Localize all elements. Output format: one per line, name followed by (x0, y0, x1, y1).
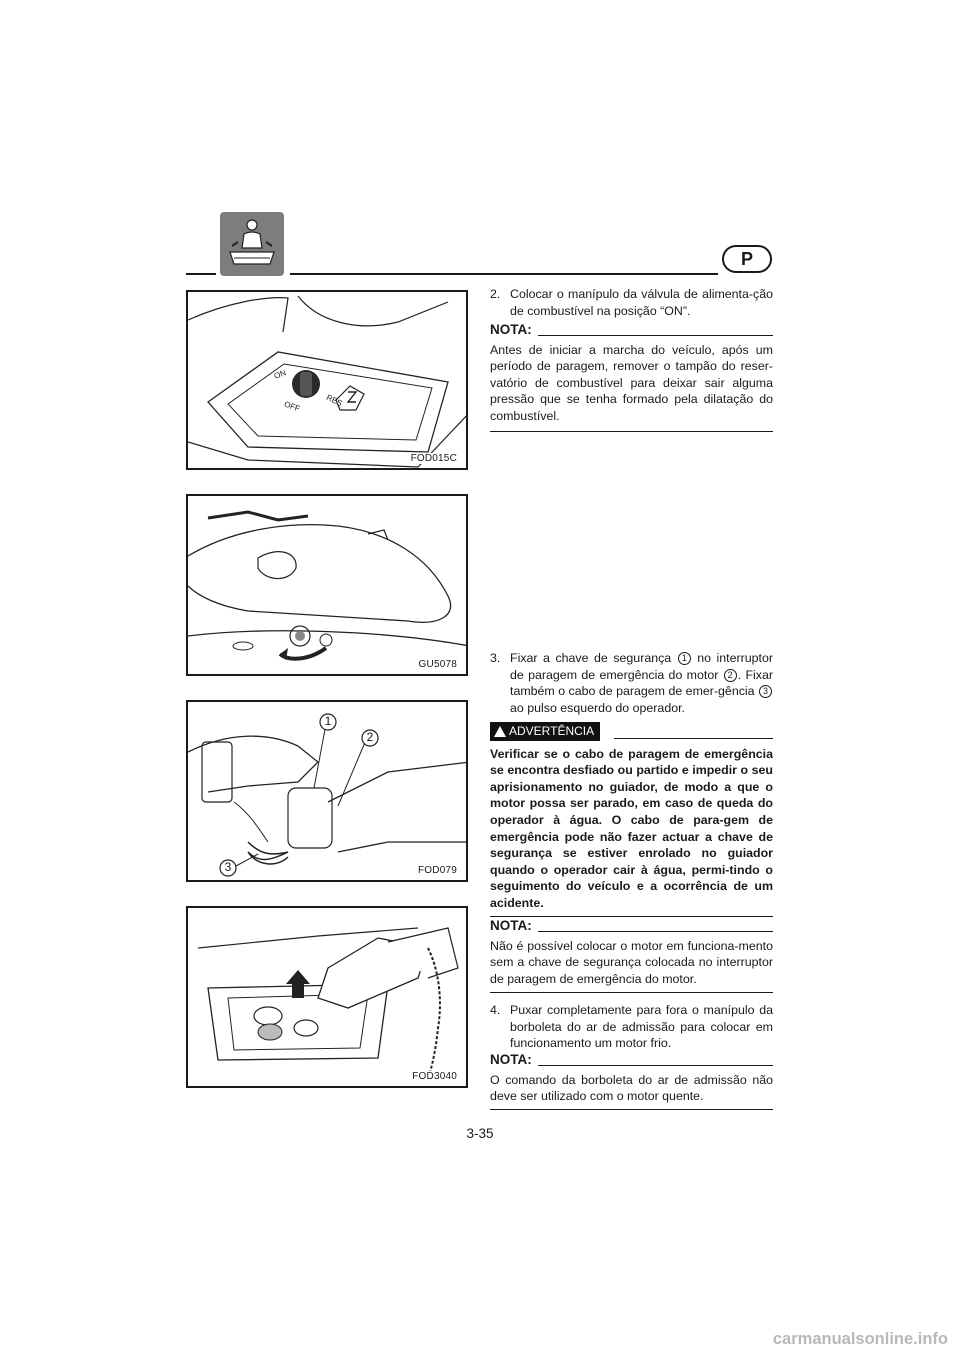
callout-ref-3: 3 (759, 685, 772, 698)
nota-text: Não é possível colocar o motor em funciona-mento sem a chave de segurança colocada no interruptor de paragem de emergência do motor. (490, 938, 773, 986)
step-2 (490, 286, 773, 319)
header-rule-right (290, 273, 718, 275)
step-4 (490, 1002, 773, 1052)
watermark: carmanualsonline.info (772, 1330, 948, 1348)
step-number: 3. (490, 651, 501, 665)
figure-fuel-cock (186, 290, 468, 470)
step-text: Colocar o manípulo da válvula de alimenta-ção de combustível na posição “ON”. (510, 287, 773, 318)
figure-safety-lanyard (186, 700, 468, 882)
fuel-label-off: OFF (282, 399, 302, 414)
fuel-label-res: RES (324, 392, 344, 409)
header-rule-left (186, 273, 216, 275)
step-text: Fixar a chave de segurança 1 no interruptor de paragem de emergência do motor 2 . Fixar também o cabo de paragem de emer-gência 3 ao pulso esquerdo do operador. (510, 651, 774, 715)
warning-block (490, 722, 773, 917)
nota-label: NOTA: (490, 322, 532, 337)
nota-block-3 (490, 1052, 773, 1110)
callout-2: 2 (366, 730, 374, 744)
fuel-label-on: ON (272, 368, 288, 381)
jet-ski-rider-icon (220, 212, 284, 276)
warning-badge: ADVERTÊNCIA (490, 722, 600, 741)
language-badge: P (722, 245, 772, 273)
callout-1: 1 (324, 714, 332, 728)
nota-text: O comando da borboleta do ar de admissão não deve ser utilizado com o motor quente. (490, 1072, 773, 1104)
figure-watercraft-seat (186, 494, 468, 676)
step-3 (490, 650, 773, 716)
nota-label: NOTA: (490, 1052, 532, 1067)
warning-triangle-icon (494, 726, 506, 737)
nota-label: NOTA: (490, 918, 532, 933)
callout-ref-1: 1 (678, 652, 691, 665)
step-number: 2. (490, 287, 501, 301)
figure-code: GU5078 (418, 659, 457, 670)
callout-ref-2: 2 (724, 669, 737, 682)
callout-3: 3 (224, 860, 232, 874)
step-text: Puxar completamente para fora o manípulo da borboleta do ar de admissão para colocar em funcionamento um motor frio. (510, 1003, 773, 1051)
nota-block-2 (490, 918, 773, 993)
nota-text: Antes de iniciar a marcha do veículo, após um período de paragem, remover o tampão do reser-vatório de combustível para deixar sair alguma pressão que se tenha formado pela dilatação do combustível. (490, 342, 773, 423)
page-number: 3-35 (466, 1126, 494, 1141)
figure-code: FOD015C (410, 453, 457, 464)
figure-code: FOD3040 (412, 1071, 457, 1082)
nota-block-1 (490, 322, 773, 432)
figure-code: FOD079 (418, 865, 457, 876)
step-number: 4. (490, 1003, 501, 1017)
warning-text: Verificar se o cabo de paragem de emergência se encontra desfiado ou partido e impedir o seu aprisionamento no guiador, de modo a que o motor possa ser parado, em caso de queda do operador à água. O cabo de para-gem de emergência pode não fazer actuar a chave de segurança se estiver enrolado no guiador quando o operador cair à água, permi-tindo o seguimento do veículo e a ocorrência de um acidente. (490, 746, 773, 910)
figure-choke-knob (186, 906, 468, 1088)
